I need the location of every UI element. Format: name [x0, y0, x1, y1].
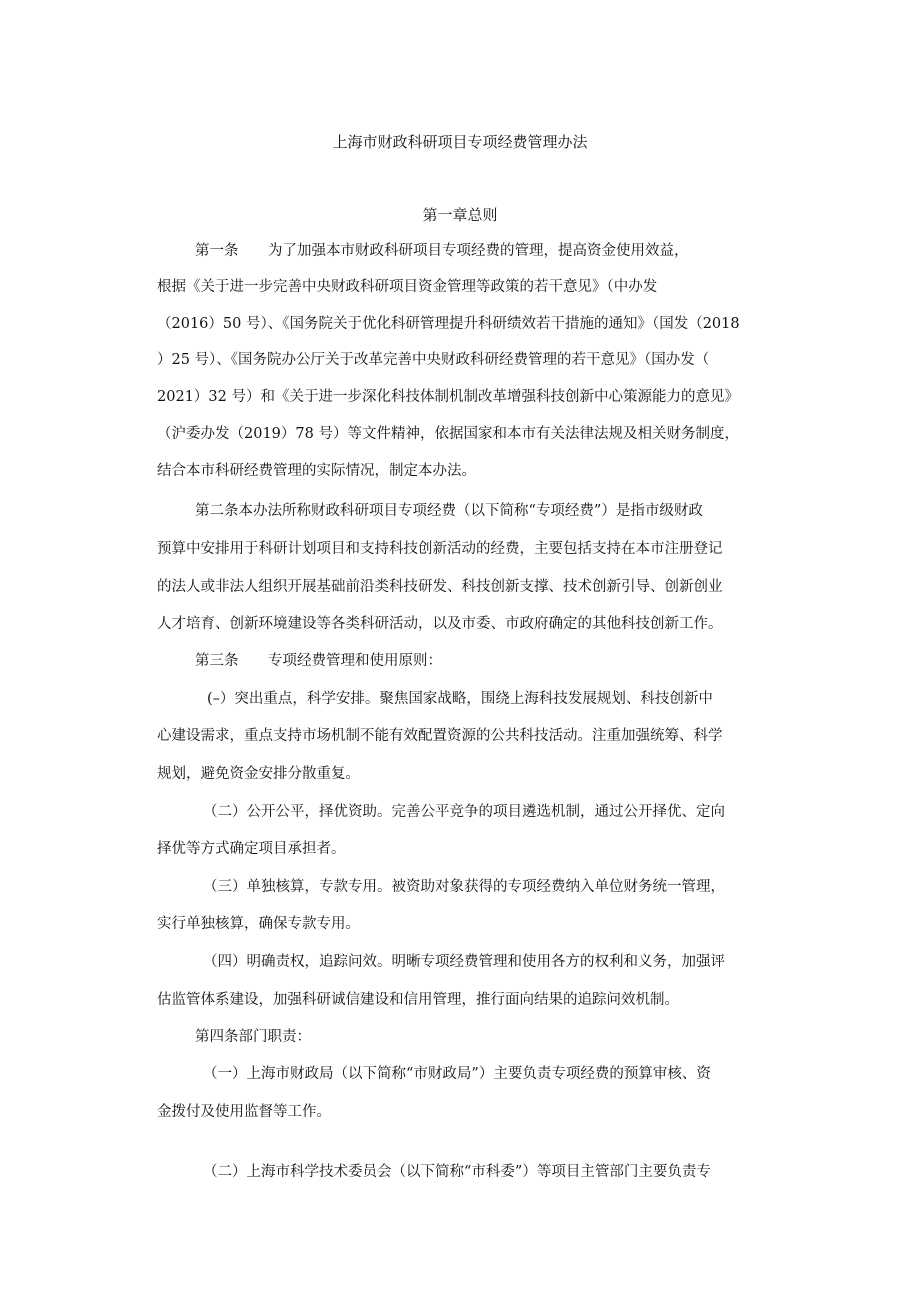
article1-line-6: （沪委办发（2019）78 号）等文件精神，依据国家和本市有关法律法规及相关财务制度，: [157, 426, 739, 442]
article1-line-7: 结合本市科研经费管理的实际情况，制定本办法。: [157, 463, 476, 479]
principle2-line-1: （二）公开公平，择优资助。完善公平竞争的项目遴选机制，通过公开择优、定向: [203, 804, 725, 820]
article1-line-4: ）25 号）、《国务院办公厅关于改革完善中央财政科研经费管理的若干意见》（国办发（: [157, 352, 710, 368]
article3-label: 第三条: [195, 653, 239, 669]
principle4-line-2: 估监管体系建设，加强科研诚信建设和信用管理，推行面向结果的追踪问效机制。: [157, 992, 679, 1008]
duty1-line-1: （一）上海市财政局（以下简称“市财政局”）主要负责专项经费的预算审核、资: [203, 1066, 711, 1082]
article2-line-4: 人才培育、创新环境建设等各类科研活动，以及市委、市政府确定的其他科技创新工作。: [157, 616, 723, 632]
principle1-line-3: 规划，避免资金安排分散重复。: [157, 766, 360, 782]
principle4-line-1: （四）明确责权，追踪问效。明晰专项经费管理和使用各方的权利和义务，加强评: [203, 954, 725, 970]
article1-line-5: 2021）32 号）和《关于进一步深化科技体制机制改革增强科技创新中心策源能力的意见》: [157, 389, 739, 405]
principle1-line-1: (–）突出重点，科学安排。聚焦国家战略，围绕上海科技发展规划、科技创新中: [207, 691, 713, 707]
article1-line-3: （2016）50 号）、《国务院关于优化科研管理提升科研绩效若干措施的通知》（国发（2018: [157, 316, 740, 332]
chapter-heading: 第一章总则: [422, 206, 498, 224]
duty1-line-2: 金拨付及使用监督等工作。: [157, 1104, 331, 1120]
article3-text: 专项经费管理和使用原则：: [268, 653, 442, 669]
duty2-line-1: （二）上海市科学技术委员会（以下简称“市科委”）等项目主管部门主要负责专: [203, 1164, 711, 1180]
article1-line-2: 根据《关于进一步完善中央财政科研项目资金管理等政策的若干意见》（中办发: [157, 279, 658, 295]
article1-label: 第一条: [195, 243, 239, 259]
principle3-line-2: 实行单独核算，确保专款专用。: [157, 916, 360, 932]
article2-line-2: 预算中安排用于科研计划项目和支持科技创新活动的经费，主要包括支持在本市注册登记: [157, 541, 723, 557]
article2-line-3: 的法人或非法人组织开展基础前沿类科技研发、科技创新支撑、技术创新引导、创新创业: [157, 579, 723, 595]
principle2-line-2: 择优等方式确定项目承担者。: [157, 841, 346, 857]
document-title: 上海市财政科研项目专项经费管理办法: [332, 133, 588, 151]
principle1-line-2: 心建设需求，重点支持市场机制不能有效配置资源的公共科技活动。注重加强统筹、科学: [157, 728, 723, 744]
article2-line-1: 第二条本办法所称财政科研项目专项经费（以下简称“专项经费”）是指市级财政: [195, 503, 703, 519]
principle3-line-1: （三）单独核算，专款专用。被资助对象获得的专项经费纳入单位财务统一管理，: [203, 879, 725, 895]
article1-line-1: 为了加强本市财政科研项目专项经费的管理，提高资金使用效益，: [268, 243, 689, 259]
article4-text: 第四条部门职责：: [195, 1029, 311, 1045]
